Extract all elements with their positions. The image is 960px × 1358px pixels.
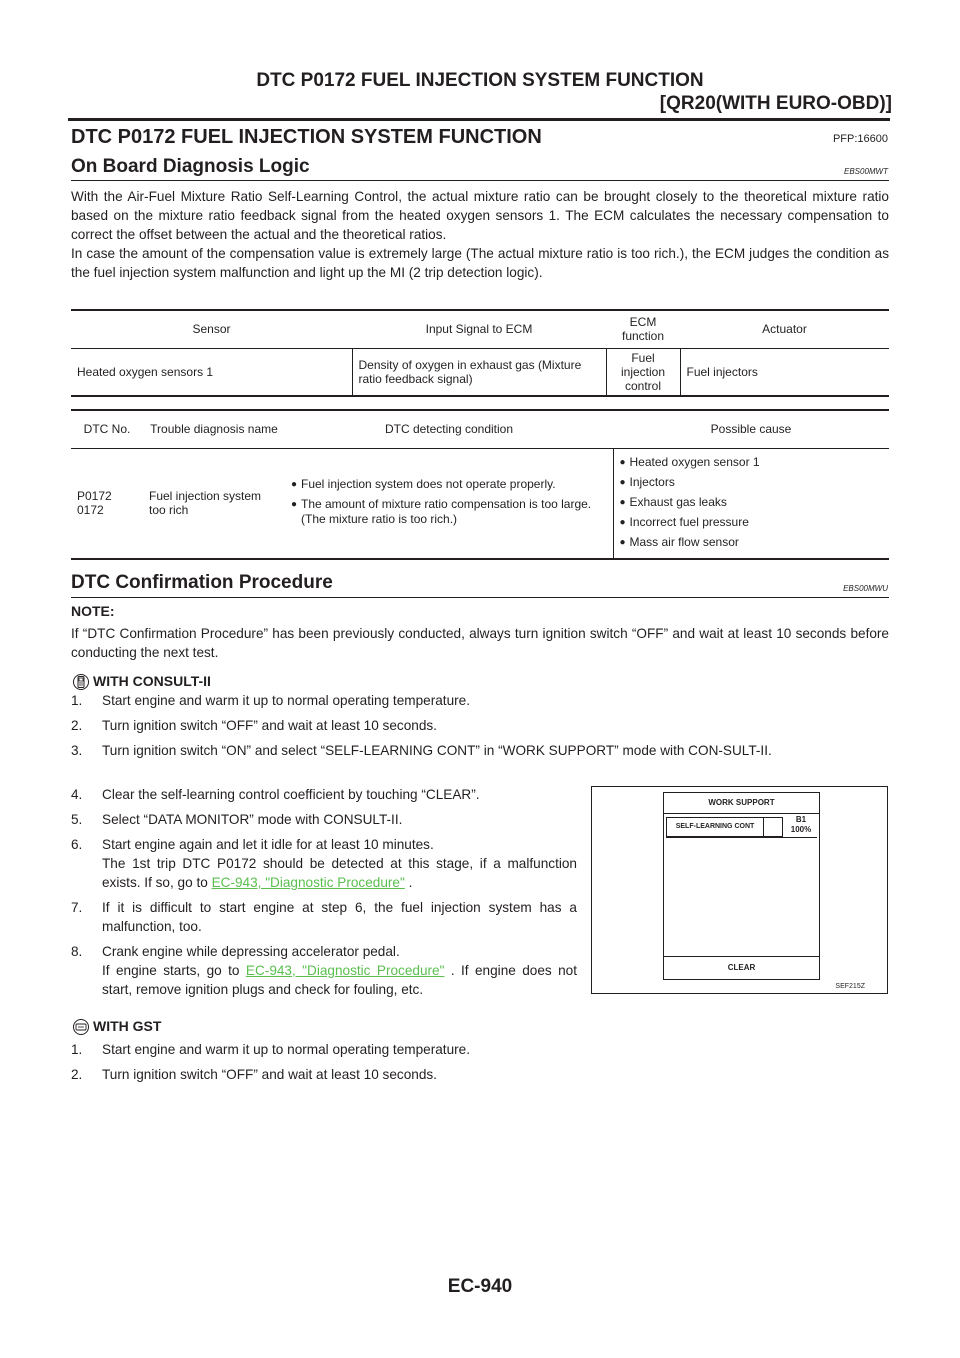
sensor-table <box>71 309 889 397</box>
cause-item: ● Incorrect fuel pressure <box>620 515 884 530</box>
cell-conditions <box>285 448 613 559</box>
cause-item: ● Injectors <box>620 475 884 490</box>
consult-heading: WITH CONSULT-II <box>93 673 211 689</box>
step-number: 2. <box>71 1067 83 1082</box>
consult-tool-icon <box>73 673 89 691</box>
th-actuator: Actuator <box>762 322 807 337</box>
page-header-subtitle: [QR20(WITH EURO-OBD)] <box>659 93 892 114</box>
step-number: 8. <box>71 944 83 959</box>
self-learning-value-box <box>762 817 783 837</box>
screen-title: WORK SUPPORT <box>664 793 819 814</box>
step-detail-text: If engine starts, go to <box>102 963 240 978</box>
step-text: Crank engine while depressing accelerator pedal. <box>102 944 400 959</box>
step-number: 6. <box>71 837 83 852</box>
step-number: 1. <box>71 1042 83 1057</box>
condition-note: (The mixture ratio is too rich.) <box>301 512 458 526</box>
cause-item: ● Heated oxygen sensor 1 <box>620 455 884 470</box>
bank-value <box>786 815 816 835</box>
cell-signal: Density of oxygen in exhaust gas (Mixture ratio feedback signal) <box>352 348 606 396</box>
obd-paragraph-1: With the Air-Fuel Mixture Ratio Self-Learning Control, the actual mixture ratio can be brought closely to the theoretical mixture ratio based on the mixture ratio feedback signal from the heated oxygen sensors 1. The ECM calculates the necessary compensation to correct the offset between the actual and the theoretical ratios. <box>71 189 889 242</box>
bank-percent: 100% <box>790 825 812 834</box>
obd-rule <box>71 180 889 181</box>
obd-code: EBS00MWT <box>843 167 888 176</box>
th-possible-cause: Possible cause <box>710 422 792 437</box>
confirm-rule <box>71 597 889 598</box>
condition-item <box>291 497 607 527</box>
gst-tool-icon <box>73 1018 89 1036</box>
obd-heading: On Board Diagnosis Logic <box>71 156 310 177</box>
page-header-title: DTC P0172 FUEL INJECTION SYSTEM FUNCTION <box>256 70 704 91</box>
step-text: Turn ignition switch “OFF” and wait at least 10 seconds. <box>102 718 437 733</box>
bank-label: B1 <box>795 815 807 824</box>
table-row <box>71 448 889 559</box>
section-title: DTC P0172 FUEL INJECTION SYSTEM FUNCTION <box>71 126 542 148</box>
cell-trouble-name: Fuel injection system too rich <box>143 448 285 559</box>
cell-sensor: Heated oxygen sensors 1 <box>71 348 352 396</box>
cell-dtc-no <box>71 448 143 559</box>
condition-text: The amount of mixture ratio compensation is too large. <box>301 497 592 511</box>
th-trouble-name: Trouble diagnosis name <box>150 422 278 437</box>
figure-id: SEF215Z <box>835 983 865 990</box>
step-detail <box>102 854 577 892</box>
step-text: Start engine and warm it up to normal operating temperature. <box>102 1042 470 1057</box>
header-rule <box>68 118 890 121</box>
step-body <box>102 835 577 892</box>
step-text: If it is difficult to start engine at step 6, the fuel injection system has a malfunction, too. <box>102 900 577 934</box>
step-number: 4. <box>71 787 83 802</box>
th-dtc-no: DTC No. <box>83 422 131 437</box>
clear-button: CLEAR <box>664 956 819 979</box>
diagnostic-procedure-link[interactable]: EC-943, "Diagnostic Procedure" <box>211 875 405 890</box>
condition-item: ● Fuel injection system does not operate properly. <box>291 477 607 492</box>
step-number: 2. <box>71 718 83 733</box>
step-text: Start engine again and let it idle for at least 10 minutes. <box>102 837 434 852</box>
consult-screen <box>663 792 820 980</box>
confirm-heading: DTC Confirmation Procedure <box>71 572 333 593</box>
step-text: Turn ignition switch “ON” and select “SELF-LEARNING CONT” in “WORK SUPPORT” mode with CON-SULT-II. <box>102 743 772 758</box>
note-text: If “DTC Confirmation Procedure” has been previously conducted, always turn ignition switch “OFF” and wait at least 10 seconds before conducting the next test. <box>71 626 889 660</box>
gst-heading: WITH GST <box>93 1018 162 1034</box>
th-ecm-function: ECM function <box>621 315 665 344</box>
cell-actuator: Fuel injectors <box>680 348 889 396</box>
dtc-table <box>71 409 889 560</box>
cell-function: Fuel injection control <box>606 348 680 396</box>
cause-item: ● Exhaust gas leaks <box>620 495 884 510</box>
self-learning-item: SELF-LEARNING CONT <box>666 817 764 837</box>
step-detail <box>102 961 577 999</box>
obd-paragraph-2: In case the amount of the compensation value is extremely large (The actual mixture ratio is too rich.), the ECM judges the condition as the fuel injection system malfunction and light up the MI (2 trip detection logic). <box>71 246 889 280</box>
diagnostic-procedure-link[interactable]: EC-943, "Diagnostic Procedure" <box>245 963 445 978</box>
step-detail-text: The 1st trip DTC P0172 should be detected at this stage, if a malfunction exists. If so, go to <box>102 856 577 890</box>
th-detecting-condition: DTC detecting condition <box>384 422 514 437</box>
step-number: 3. <box>71 743 83 758</box>
cause-item: ● Mass air flow sensor <box>620 535 884 550</box>
page-number: EC-940 <box>447 1276 513 1297</box>
item-underline <box>666 837 817 838</box>
obd-body <box>71 187 889 282</box>
step-text: Turn ignition switch “OFF” and wait at least 10 seconds. <box>102 1067 437 1082</box>
dtc-number: P0172 <box>77 489 112 503</box>
step-text: Start engine and warm it up to normal operating temperature. <box>102 693 470 708</box>
cell-causes <box>613 448 889 559</box>
consult-screen-figure <box>591 786 888 994</box>
th-input-signal: Input Signal to ECM <box>425 322 533 337</box>
note-label: NOTE: <box>71 603 115 619</box>
step-number: 1. <box>71 693 83 708</box>
step-body <box>102 942 577 999</box>
step-text: Clear the self-learning control coefficient by touching “CLEAR”. <box>102 787 480 802</box>
th-sensor: Sensor <box>192 322 231 337</box>
step-number: 7. <box>71 900 83 915</box>
pfp-code: PFP:16600 <box>832 133 888 145</box>
table-row <box>71 348 889 396</box>
step-detail-after: . If engine does not start, remove ignition plugs and check for fouling, etc. <box>102 963 578 997</box>
step-detail-after: . <box>404 875 413 890</box>
step-text: Select “DATA MONITOR” mode with CONSULT-II. <box>102 812 403 827</box>
dtc-number-alt: 0172 <box>77 503 104 517</box>
confirm-code: EBS00MWU <box>843 584 888 593</box>
step-number: 5. <box>71 812 83 827</box>
